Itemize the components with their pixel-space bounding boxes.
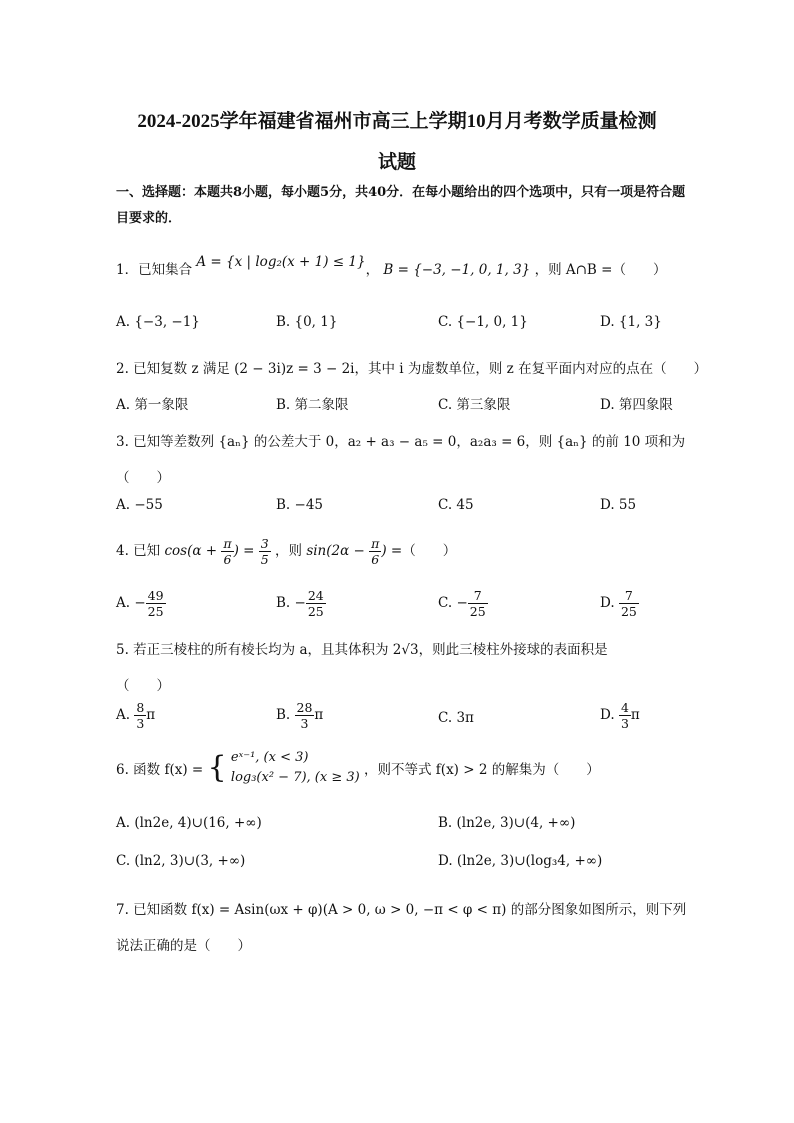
num: 8 — [136, 700, 145, 715]
question-4-mid: ，则 — [275, 543, 303, 559]
den: 3 — [620, 716, 629, 731]
label: D. — [600, 707, 615, 723]
label: D. — [600, 595, 615, 611]
q5-option-d — [600, 700, 640, 731]
question-4 — [116, 536, 696, 567]
q5-option-c — [438, 710, 474, 726]
den: 3 — [136, 716, 145, 731]
q4-option-d — [600, 588, 639, 619]
question-5: 5. 若正三棱柱的所有棱长均为 a，且其体积为 2√3，则此三棱柱外接球的表面积是 — [116, 642, 608, 658]
q5-option-b — [276, 700, 323, 731]
label: C. — [438, 710, 453, 726]
q6-option-c: C. (ln2, 3)∪(3, +∞) — [116, 853, 246, 869]
question-4-ask: =（ ） — [390, 543, 457, 559]
q6-option-b: B. (ln2e, 3)∪(4, +∞) — [438, 815, 576, 831]
num: 7 — [619, 588, 639, 604]
text: 3π — [456, 710, 474, 726]
question-4-prefix: 4. 已知 — [116, 543, 161, 559]
question-1: 1．已知集合 A = {x | log₂(x + 1) ≤ 1}， B = {−3, −1, 0, 1, 3} ，则 A∩B =（ ） — [116, 254, 667, 278]
label: A. — [116, 595, 131, 611]
sign: − — [294, 595, 306, 611]
question-6-ask: ，则不等式 f(x) > 2 的解集为（ ） — [364, 762, 600, 778]
den: 3 — [300, 716, 309, 731]
question-5-paren: （ ） — [116, 678, 170, 694]
q2-option-d: D. 第四象限 — [600, 397, 673, 413]
q3-option-c: C. 45 — [438, 497, 474, 513]
question-2: 2. 已知复数 z 满足 (2 − 3i)z = 3 − 2i，其中 i 为虚数单位，则 z 在复平面内对应的点在（ ） — [116, 361, 708, 377]
tail: π — [314, 707, 324, 723]
cos-expr: cos(α + $\frac{\pi}{6}$ ) = $\frac{3}{5}$ — [164, 536, 269, 567]
sign: − — [456, 595, 468, 611]
page-title-line2: 试题 — [377, 152, 416, 173]
den: 25 — [147, 604, 164, 619]
q4-option-a — [116, 588, 166, 619]
question-6 — [116, 748, 696, 788]
question-3-paren: （ ） — [116, 470, 170, 486]
piece-1: eˣ⁻¹, (x < 3) — [230, 750, 309, 765]
num: 49 — [147, 588, 164, 603]
num: 7 — [468, 588, 488, 604]
piecewise — [231, 748, 360, 788]
q1-option-b: B. {0, 1} — [276, 314, 338, 330]
sign: − — [134, 595, 146, 611]
q2-option-a: A. 第一象限 — [116, 397, 189, 413]
question-1-ask: ，则 A∩B =（ ） — [534, 262, 667, 278]
q5-option-a — [116, 700, 155, 731]
tail: π — [146, 707, 156, 723]
num: 4 — [620, 700, 629, 715]
question-1-prefix: 1．已知集合 — [116, 262, 193, 278]
q4-option-b — [276, 588, 326, 619]
page-title: 2024-2025学年福建省福州市高三上学期10月月考数学质量检测 — [137, 111, 657, 132]
q1-option-a: A. {−3, −1} — [116, 314, 200, 330]
den: 25 — [307, 604, 324, 619]
q6-option-a: A. (ln2e, 4)∪(16, +∞) — [116, 815, 262, 831]
piece-2: log₃(x² − 7), (x ≥ 3) — [230, 770, 360, 785]
set-a: A = {x | log₂(x + 1) ≤ 1} — [196, 254, 366, 270]
set-b: B = {−3, −1, 0, 1, 3} — [383, 262, 531, 278]
question-6-prefix: 6. 函数 f(x) = — [116, 762, 204, 778]
label: A. — [116, 707, 131, 723]
q3-option-b: B. −45 — [276, 497, 323, 513]
q2-option-b: B. 第二象限 — [276, 397, 349, 413]
tail: π — [630, 707, 640, 723]
q6-option-d: D. (ln2e, 3)∪(log₃4, +∞) — [438, 853, 603, 869]
q3-option-d: D. 55 — [600, 497, 637, 513]
brace: { — [207, 750, 227, 785]
den: 25 — [469, 604, 486, 619]
label: B. — [276, 595, 291, 611]
question-3: 3. 已知等差数列 {aₙ} 的公差大于 0，a₂ + a₃ − a₅ = 0，a₂a₃ = 6，则 {aₙ} 的前 10 项和为 — [116, 434, 686, 450]
num: 24 — [307, 588, 324, 603]
q1-option-c: C. {−1, 0, 1} — [438, 314, 528, 330]
label: C. — [438, 595, 453, 611]
q1-option-d: D. {1, 3} — [600, 314, 662, 330]
den: 25 — [620, 604, 637, 619]
q4-option-c — [438, 588, 488, 619]
q2-option-c: C. 第三象限 — [438, 397, 511, 413]
label: B. — [276, 707, 291, 723]
question-7: 7. 已知函数 f(x) = Asin(ωx + φ)(A > 0, ω > 0, −π < φ < π) 的部分图象如图所示，则下列 — [116, 902, 687, 918]
question-7-line2: 说法正确的是（ ） — [116, 938, 251, 954]
section-heading: 一、选择题：本题共8小题，每小题5分，共40分．在每小题给出的四个选项中，只有一项是符合题目要求的． — [116, 185, 686, 226]
sin-expr: sin(2α − $\frac{\pi}{6}$ ) — [306, 536, 387, 567]
num: 28 — [296, 700, 313, 715]
q3-option-a: A. −55 — [116, 497, 163, 513]
